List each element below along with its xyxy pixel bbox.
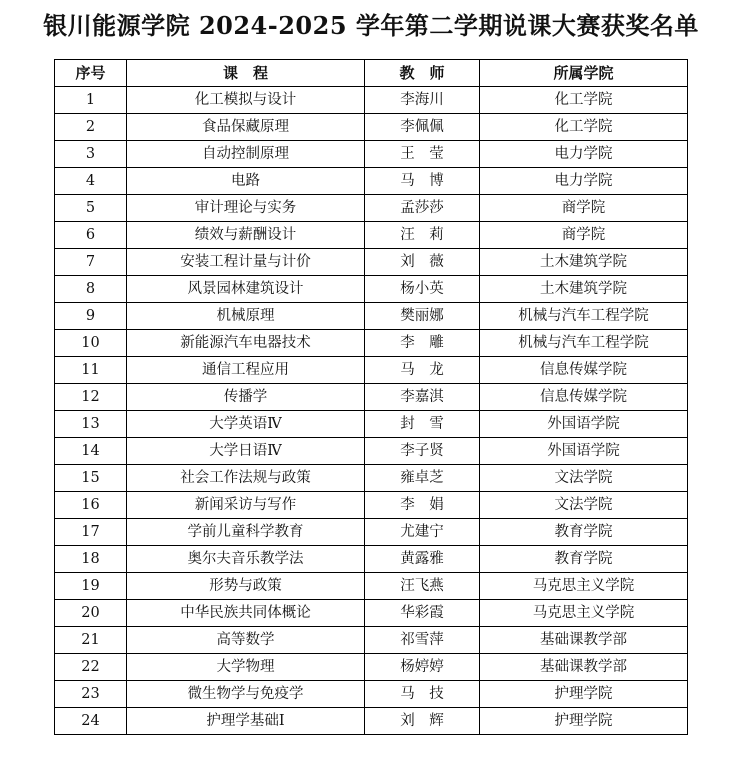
cell-index: 1 [55, 87, 127, 114]
cell-index: 12 [55, 384, 127, 411]
cell-teacher: 尤建宁 [365, 519, 480, 546]
cell-index: 19 [55, 573, 127, 600]
cell-index: 18 [55, 546, 127, 573]
cell-college: 信息传媒学院 [480, 357, 688, 384]
cell-college: 外国语学院 [480, 438, 688, 465]
cell-course: 食品保藏原理 [127, 114, 365, 141]
cell-index: 24 [55, 708, 127, 735]
cell-teacher: 封 雪 [365, 411, 480, 438]
cell-index: 22 [55, 654, 127, 681]
header-college: 所属学院 [480, 60, 688, 87]
cell-teacher: 杨婷婷 [365, 654, 480, 681]
cell-teacher: 李 雕 [365, 330, 480, 357]
table-row [55, 600, 688, 627]
cell-course: 安装工程计量与计价 [127, 249, 365, 276]
table-row [55, 627, 688, 654]
header-course: 课 程 [127, 60, 365, 87]
cell-teacher: 汪 莉 [365, 222, 480, 249]
cell-index: 13 [55, 411, 127, 438]
table-row [55, 303, 688, 330]
cell-index: 6 [55, 222, 127, 249]
cell-college: 文法学院 [480, 492, 688, 519]
table-row [55, 168, 688, 195]
cell-index: 15 [55, 465, 127, 492]
cell-teacher: 杨小英 [365, 276, 480, 303]
cell-course: 奥尔夫音乐教学法 [127, 546, 365, 573]
cell-index: 16 [55, 492, 127, 519]
cell-index: 21 [55, 627, 127, 654]
table-row [55, 276, 688, 303]
cell-college: 文法学院 [480, 465, 688, 492]
table-row [55, 195, 688, 222]
cell-college: 教育学院 [480, 519, 688, 546]
cell-course: 新能源汽车电器技术 [127, 330, 365, 357]
cell-course: 风景园林建筑设计 [127, 276, 365, 303]
cell-college: 机械与汽车工程学院 [480, 303, 688, 330]
cell-course: 新闻采访与写作 [127, 492, 365, 519]
table-row [55, 411, 688, 438]
award-list-table [54, 59, 688, 735]
cell-college: 护理学院 [480, 681, 688, 708]
cell-teacher: 马 技 [365, 681, 480, 708]
cell-teacher: 马 龙 [365, 357, 480, 384]
cell-course: 审计理论与实务 [127, 195, 365, 222]
cell-teacher: 雍卓芝 [365, 465, 480, 492]
cell-course: 机械原理 [127, 303, 365, 330]
cell-college: 土木建筑学院 [480, 276, 688, 303]
cell-teacher: 王 莹 [365, 141, 480, 168]
cell-teacher: 马 博 [365, 168, 480, 195]
cell-teacher: 刘 薇 [365, 249, 480, 276]
cell-course: 化工模拟与设计 [127, 87, 365, 114]
cell-index: 2 [55, 114, 127, 141]
cell-teacher: 祁雪萍 [365, 627, 480, 654]
cell-index: 7 [55, 249, 127, 276]
cell-index: 5 [55, 195, 127, 222]
header-index: 序号 [55, 60, 127, 87]
table-row [55, 384, 688, 411]
table-row [55, 492, 688, 519]
cell-index: 23 [55, 681, 127, 708]
table-row [55, 708, 688, 735]
cell-course: 高等数学 [127, 627, 365, 654]
cell-college: 电力学院 [480, 168, 688, 195]
table-row [55, 465, 688, 492]
cell-teacher: 汪飞燕 [365, 573, 480, 600]
cell-index: 20 [55, 600, 127, 627]
cell-college: 信息传媒学院 [480, 384, 688, 411]
cell-index: 8 [55, 276, 127, 303]
cell-teacher: 李佩佩 [365, 114, 480, 141]
cell-course: 大学物理 [127, 654, 365, 681]
cell-index: 4 [55, 168, 127, 195]
cell-teacher: 李海川 [365, 87, 480, 114]
cell-course: 微生物学与免疫学 [127, 681, 365, 708]
table-row [55, 87, 688, 114]
cell-teacher: 华彩霞 [365, 600, 480, 627]
cell-college: 电力学院 [480, 141, 688, 168]
cell-college: 马克思主义学院 [480, 573, 688, 600]
cell-college: 化工学院 [480, 114, 688, 141]
table-row [55, 222, 688, 249]
document-title: 银川能源学院 2024-2025 学年第二学期说课大赛获奖名单 [43, 11, 699, 40]
cell-course: 绩效与薪酬设计 [127, 222, 365, 249]
cell-course: 学前儿童科学教育 [127, 519, 365, 546]
cell-course: 传播学 [127, 384, 365, 411]
cell-college: 护理学院 [480, 708, 688, 735]
cell-teacher: 李嘉淇 [365, 384, 480, 411]
cell-course: 中华民族共同体概论 [127, 600, 365, 627]
table-row [55, 141, 688, 168]
cell-teacher: 李子贤 [365, 438, 480, 465]
table-row [55, 249, 688, 276]
cell-college: 土木建筑学院 [480, 249, 688, 276]
cell-index: 10 [55, 330, 127, 357]
cell-teacher: 刘 辉 [365, 708, 480, 735]
cell-teacher: 樊丽娜 [365, 303, 480, 330]
cell-college: 商学院 [480, 222, 688, 249]
cell-index: 3 [55, 141, 127, 168]
table-row [55, 681, 688, 708]
table-row [55, 654, 688, 681]
table-row [55, 357, 688, 384]
cell-teacher: 李 娟 [365, 492, 480, 519]
header-teacher: 教 师 [365, 60, 480, 87]
table-body [55, 87, 688, 735]
cell-index: 17 [55, 519, 127, 546]
table-row [55, 330, 688, 357]
cell-index: 11 [55, 357, 127, 384]
cell-college: 商学院 [480, 195, 688, 222]
cell-college: 机械与汽车工程学院 [480, 330, 688, 357]
table-row [55, 573, 688, 600]
cell-college: 化工学院 [480, 87, 688, 114]
cell-college: 基础课教学部 [480, 654, 688, 681]
cell-course: 大学日语Ⅳ [127, 438, 365, 465]
cell-course: 自动控制原理 [127, 141, 365, 168]
cell-teacher: 孟莎莎 [365, 195, 480, 222]
cell-teacher: 黄露雅 [365, 546, 480, 573]
cell-course: 大学英语Ⅳ [127, 411, 365, 438]
cell-course: 社会工作法规与政策 [127, 465, 365, 492]
cell-course: 形势与政策 [127, 573, 365, 600]
table-header-row [55, 60, 688, 87]
cell-index: 9 [55, 303, 127, 330]
cell-college: 教育学院 [480, 546, 688, 573]
table-row [55, 546, 688, 573]
table-row [55, 519, 688, 546]
table-row [55, 114, 688, 141]
cell-college: 外国语学院 [480, 411, 688, 438]
cell-index: 14 [55, 438, 127, 465]
table-row [55, 438, 688, 465]
cell-college: 基础课教学部 [480, 627, 688, 654]
cell-course: 通信工程应用 [127, 357, 365, 384]
cell-college: 马克思主义学院 [480, 600, 688, 627]
cell-course: 护理学基础Ⅰ [127, 708, 365, 735]
cell-course: 电路 [127, 168, 365, 195]
